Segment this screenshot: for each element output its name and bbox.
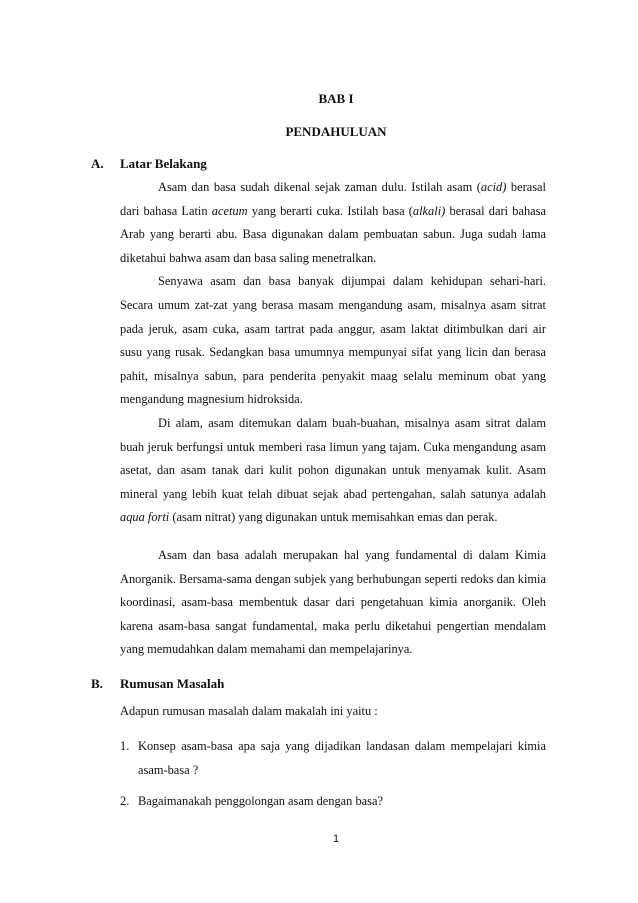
rumusan-list (120, 735, 546, 822)
section-b-title: Rumusan Masalah (120, 676, 225, 691)
section-a-letter: A. (91, 156, 104, 171)
rumusan-intro: Adapun rumusan masalah dalam makalah ini yaitu : (120, 704, 378, 718)
paragraph-4: Asam dan basa adalah merupakan hal yang fundamental di dalam Kimia Anorganik. Bersama-sama dengan subjek yang berhubungan seperti redoks dan kimia koordinasi, asam-basa membentuk dasar dari pengetahuan kimia anorganik. Oleh karena asam-basa sangat fundamental, maka perlu diketahui pengertian mendalam yang memudahkan dalam memahami dan mempelajarinya. (120, 547, 546, 657)
paragraph-3 (120, 412, 546, 530)
paragraph-2: Senyawa asam dan basa banyak dijumpai dalam kehidupan sehari-hari. Secara umum zat-zat yang berasa masam mengandung asam, misalnya asam sitrat pada jeruk, asam cuka, asam tartrat pada anggur, asam laktat ditimbulkan dari air susu yang rusak. Sedangkan basa umumnya mempunyai sifat yang licin dan berasa pahit, misalnya sabun, para penderita penyakit maag selalu meminum obat yang mengandung magnesium hidroksida. (120, 274, 546, 407)
section-a-body (120, 176, 546, 662)
list-item-number: 2. (120, 794, 130, 809)
list-item-text: Konsep asam-basa apa saja yang dijadikan landasan dalam mempelajari kimia asam-basa ? (138, 739, 546, 777)
p1-text-4: berasal dari bahasa Arab yang berarti abu. Basa digunakan dalam pembuatan sabun. Juga sudah lama diketahui bahwa asam dan basa saling menetralkan. (120, 203, 547, 265)
p1-text-2: berasal dari bahasa Latin (120, 180, 547, 218)
p1-text-1: Asam dan basa sudah dikenal sejak zaman dulu. Istilah asam ( (158, 180, 481, 194)
p3-italic-aqua-forti: aqua forti (120, 510, 170, 525)
p1-text-3: yang berarti cuka. Istilah basa ( (247, 203, 413, 218)
p1-italic-acetum: acetum (211, 203, 248, 218)
p1-italic-alkali: alkali) (412, 203, 446, 218)
list-item-text: Bagaimanakah penggolongan asam dengan basa? (138, 794, 383, 809)
list-item (120, 790, 546, 814)
chapter-number: BAB I (318, 91, 354, 106)
p1-italic-acid: acid) (480, 180, 507, 194)
p3-text-2: (asam nitrat) yang digunakan untuk memisahkan emas dan perak. (169, 510, 498, 525)
paragraph-1 (120, 176, 546, 270)
page-number: 1 (332, 833, 340, 845)
section-a-title: Latar Belakang (120, 156, 207, 171)
p3-text-1: Di alam, asam ditemukan dalam buah-buahan, misalnya asam sitrat dalam buah jeruk berfungsi untuk memberi rasa limun yang tajam. Cuka mengandung asam asetat, dan asam tanak dari kulit pohon digunakan untuk menyamak kulit. Asam mineral yang lebih kuat telah dibuat sejak abad pertengahan, salah satunya adalah (120, 415, 546, 501)
section-b-intro (120, 700, 546, 724)
chapter-title: PENDAHULUAN (285, 124, 387, 139)
section-b-letter: B. (91, 676, 103, 691)
list-item (120, 735, 546, 782)
list-item-number: 1. (120, 739, 130, 753)
